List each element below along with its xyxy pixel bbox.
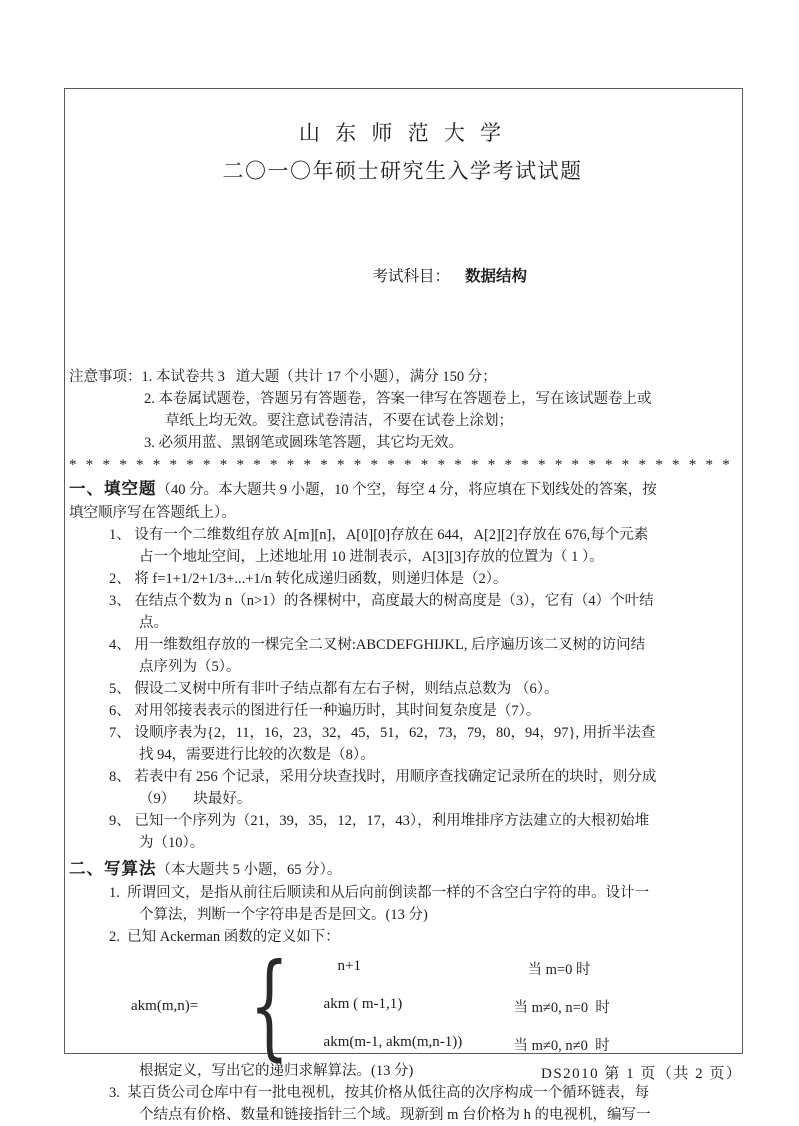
formula-lhs: akm(m,n)= [131, 997, 199, 1014]
text-line: 点。 [139, 615, 168, 631]
case-expression: akm ( m-1,1) [323, 995, 403, 1012]
asterisk-separator: * * * * * * * * * * * * * * * * * * * * * * * * * * * * * * * * * * * * * * * * [69, 457, 730, 473]
case-expression: akm(m-1, akm(m,n-1)) [323, 1033, 463, 1050]
text-line: 2、 将 f=1+1/2+1/3+...+1/n 转化成递归函数，则递归体是（2）。 [109, 571, 508, 587]
text-line: 找 94，需要进行比较的次数是（8）。 [139, 747, 375, 763]
formula-case [314, 958, 610, 979]
page-number-footer: DS2010 第 1 页（共 2 页） [541, 1066, 743, 1082]
text-line: 1、 设有一个二维数组存放 A[m][n]，A[0][0]存放在 644，A[2][2]存放在 676,每个元素 [109, 527, 649, 543]
curly-brace-icon: { [249, 939, 290, 1072]
notice-item-1: 1. 本试卷共 3 道大题（共计 17 个小题），满分 150 分； [141, 369, 497, 385]
section-1-title: 一、填空题 [69, 480, 157, 498]
notice-label: 注意事项： [69, 369, 142, 385]
text-line: 个结点有价格、数量和链接指针三个域。现新到 m 台价格为 h 的电视机，编写一 [139, 1107, 651, 1123]
section-2-title: 二、写算法 [69, 860, 157, 878]
text-line: 个算法，判断一个字符串是否是回文。(13 分) [139, 907, 428, 923]
subject-label: 考试科目： [372, 268, 451, 285]
formula-cases [314, 958, 610, 1055]
text-line: 5、 假设二叉树中所有非叶子结点都有左右子树，则结点总数为 （6）。 [109, 681, 559, 697]
section-1-heading-cont: 填空顺序写在答题纸上）。 [69, 505, 236, 521]
section-algorithms [69, 857, 736, 1126]
notice-line [69, 366, 736, 388]
text-line: 为（10）。 [139, 835, 205, 851]
exam-title: 二〇一〇年硕士研究生入学考试试题 [222, 159, 583, 183]
notice-line: 3. 必须用蓝、黑钢笔或圆珠笔答题，其它均无效。 [144, 435, 463, 451]
section-2-title-suffix: （本大题共 5 小题，65 分）。 [156, 862, 342, 878]
notice-line: 2. 本卷属试题卷，答题另有答题卷，答案一律写在答题卷上，写在该试题卷上或 [144, 391, 652, 407]
text-line: 4、 用一维数组存放的一棵完全二叉树:ABCDEFGHIJKL, 后序遍历该二叉树的访问结 [109, 637, 646, 653]
text-line: 占一个地址空间，上述地址用 10 进制表示，A[3][3]存放的位置为（ 1 ）。 [139, 549, 604, 565]
text-line: 8、 若表中有 256 个记录，采用分块查找时，用顺序查找确定记录所在的块时，则分成 [109, 769, 657, 785]
section-1-title-suffix: （40 分。本大题共 9 小题，10 个空，每空 4 分，将应填在下划线处的答案，按 [156, 482, 657, 498]
case-condition: 当 m≠0, n≠0 时 [513, 1037, 610, 1054]
case-expression: n+1 [337, 957, 361, 974]
text-line: 1. 所谓回文，是指从前往后顺读和从后向前倒读都一样的不含空白字符的串。设计一 [109, 885, 650, 901]
text-line: 7、 设顺序表为{2，11，16，23，32，45，51，62，73，79，80，94，97}, 用折半法查 [109, 725, 656, 741]
text-line: 点序列为（5）。 [139, 659, 241, 675]
subject-row [357, 245, 736, 308]
section-1-heading [69, 477, 736, 502]
notice-block [69, 366, 736, 454]
text-line: 6、 对用邻接表表示的图进行任一种遍历时，其时间复杂度是（7）。 [109, 703, 541, 719]
case-condition: 当 m=0 时 [527, 961, 591, 978]
text-line: 2. 已知 Ackerman 函数的定义如下： [109, 929, 340, 945]
formula-case [314, 996, 610, 1017]
text-line: 3. 某百货公司仓库中有一批电视机，按其价格从低往高的次序构成一个循环链表，每 [109, 1085, 650, 1101]
section-fill-blanks [69, 477, 736, 854]
text-line: 3、 在结点个数为 n（n>1）的各棵树中，高度最大的树高度是（3），它有（4）个叶结 [109, 593, 654, 609]
text-line: 9、 已知一个序列为（21，39，35，12，17，43），利用堆排序方法建立的大根初始堆 [109, 813, 650, 829]
text-line: 根据定义，写出它的递归求解算法。(13 分) [139, 1063, 414, 1079]
section-2-heading [69, 857, 736, 882]
subject-value: 数据结构 [465, 268, 528, 285]
text-line: （9） 块最好。 [139, 791, 252, 807]
university-title: 山 东 师 范 大 学 [298, 121, 507, 145]
case-condition: 当 m≠0, n=0 时 [513, 999, 610, 1016]
notice-line: 草纸上均无效。要注意试卷清洁，不要在试卷上涂划； [165, 413, 513, 429]
formula-case [314, 1034, 610, 1055]
